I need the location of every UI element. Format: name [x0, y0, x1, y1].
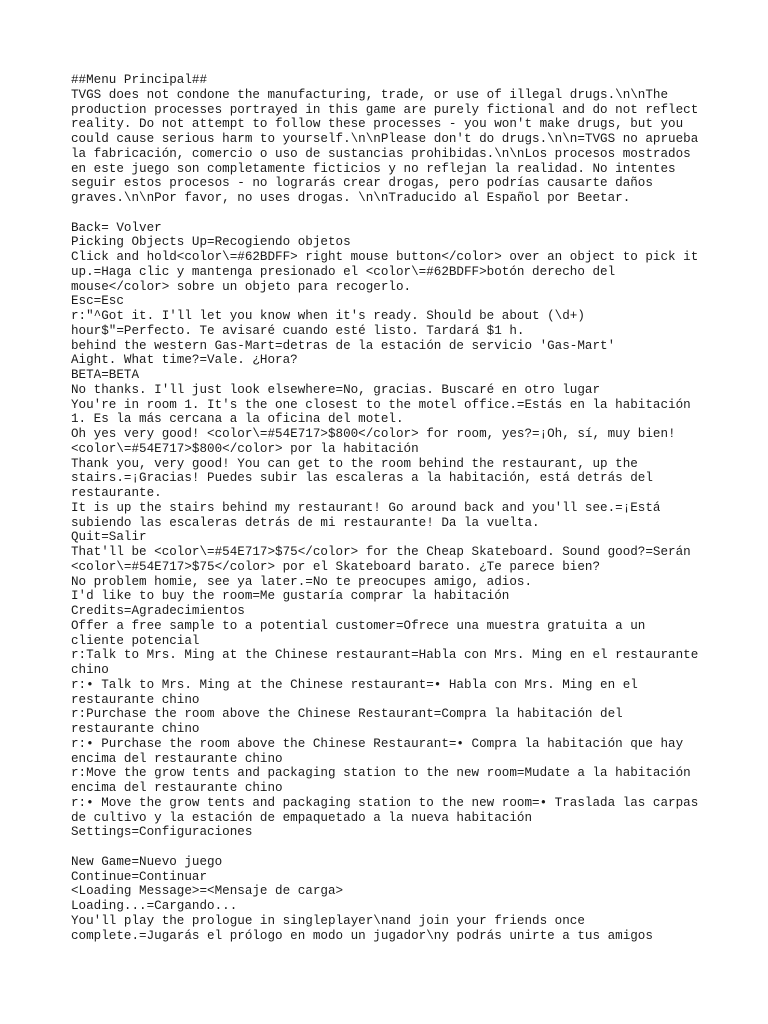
text-line: ##Menu Principal## — [71, 73, 208, 87]
text-line: en este juego son completamente ficticios y no reflejan la realidad. No intentes — [71, 161, 676, 176]
text-line: Esc=Esc — [71, 294, 124, 309]
text-line: encima del restaurante chino — [71, 751, 283, 766]
text-line: Picking Objects Up=Recogiendo objetos — [71, 235, 351, 250]
text-line: reality. Do not attempt to follow these processes - you won't make drugs, but you — [71, 117, 684, 132]
text-line: New Game=Nuevo juego — [71, 854, 223, 869]
text-line: Offer a free sample to a potential customer=Ofrece una muestra gratuita a un — [71, 618, 646, 633]
text-line: r:Purchase the room above the Chinese Restaurant=Compra la habitación del — [71, 707, 623, 722]
text-line: complete.=Jugarás el prólogo en modo un jugador\ny podrás unirte a tus amigos — [71, 928, 653, 943]
document-page — [71, 73, 711, 943]
text-line: No problem homie, see ya later.=No te preocupes amigo, adios. — [71, 574, 533, 589]
text-line: r:• Purchase the room above the Chinese Restaurant=• Compra la habitación que hay — [71, 736, 684, 751]
text-line: r:• Move the grow tents and packaging station to the new room=• Traslada las carpas — [71, 795, 699, 810]
text-line: Back= Volver — [71, 220, 162, 235]
text-line: Oh yes very good! <color\=#54E717>$800</color> for room, yes?=¡Oh, sí, muy bien! — [71, 427, 676, 441]
text-line: graves.\n\nPor favor, no uses drogas. \n\nTraducido al Español por Beetar. — [71, 191, 631, 205]
text-line: r:"^Got it. I'll let you know when it's ready. Should be about (\d+) — [71, 309, 585, 323]
text-line: mouse</color> sobre un objeto para recogerlo. — [71, 279, 412, 294]
text-line: up.=Haga clic y mantenga presionado el <color\=#62BDFF>botón derecho del — [71, 264, 616, 279]
text-line: Credits=Agradecimientos — [71, 604, 245, 618]
blank-line — [71, 206, 711, 221]
text-line: Thank you, very good! You can get to the room behind the restaurant, up the — [71, 456, 638, 471]
text-line: seguir estos procesos - no lograrás crear drogas, pero podrías causarte daños — [71, 176, 653, 191]
text-line: <color\=#54E717>$75</color> por el Skateboard barato. ¿Te parece bien? — [71, 559, 601, 574]
text-line: behind the western Gas-Mart=detras de la estación de servicio 'Gas-Mart' — [71, 338, 616, 353]
text-line: You'll play the prologue in singleplayer\nand join your friends once — [71, 913, 585, 928]
text-line: 1. Es la más cercana a la oficina del motel. — [71, 412, 404, 427]
text-line: la fabricación, comercio o uso de sustancias prohibidas.\n\nLos procesos mostrados — [71, 146, 691, 161]
text-line: r:Talk to Mrs. Ming at the Chinese restaurant=Habla con Mrs. Ming en el restaurante — [71, 648, 699, 663]
text-line: That'll be <color\=#54E717>$75</color> for the Cheap Skateboard. Sound good?=Serán — [71, 545, 691, 559]
text-line: You're in room 1. It's the one closest to the motel office.=Estás en la habitación — [71, 397, 691, 412]
blank-line — [71, 840, 711, 855]
text-line: restaurante chino — [71, 722, 200, 736]
text-line: <Loading Message>=<Mensaje de carga> — [71, 884, 344, 899]
text-line: restaurante. — [71, 486, 162, 500]
text-line: Click and hold<color\=#62BDFF> right mouse button</color> over an object to pick it — [71, 250, 699, 264]
text-line: encima del restaurante chino — [71, 781, 283, 795]
text-line: stairs.=¡Gracias! Puedes subir las escaleras a la habitación, está detrás del — [71, 471, 653, 486]
text-line: Aight. What time?=Vale. ¿Hora? — [71, 353, 298, 368]
text-line: It is up the stairs behind my restaurant! Go around back and you'll see.=¡Está — [71, 500, 661, 515]
text-line: could cause serious harm to yourself.\n\nPlease don't do drugs.\n\n=TVGS no aprueba — [71, 132, 699, 146]
text-line: restaurante chino — [71, 692, 200, 707]
text-line: Quit=Salir — [71, 530, 147, 545]
text-line: Settings=Configuraciones — [71, 825, 253, 840]
text-line: Loading...=Cargando... — [71, 899, 238, 913]
text-line: I'd like to buy the room=Me gustaría comprar la habitación — [71, 589, 510, 604]
text-line: TVGS does not condone the manufacturing, trade, or use of illegal drugs.\n\nThe — [71, 87, 669, 102]
text-line: r:Move the grow tents and packaging station to the new room=Mudate a la habitación — [71, 766, 691, 781]
text-line: cliente potencial — [71, 633, 200, 648]
text-line: chino — [71, 663, 109, 677]
text-line: production processes portrayed in this game are purely fictional and do not reflect — [71, 102, 699, 117]
text-line: de cultivo y la estación de empaquetado a la nueva habitación — [71, 810, 533, 825]
text-line: No thanks. I'll just look elsewhere=No, gracias. Buscaré en otro lugar — [71, 382, 601, 397]
text-line: subiendo las escaleras detrás de mi restaurante! Da la vuelta. — [71, 515, 540, 530]
text-line: Continue=Continuar — [71, 869, 208, 884]
text-line: BETA=BETA — [71, 368, 140, 382]
text-line: <color\=#54E717>$800</color> por la habitación — [71, 441, 419, 456]
text-line: r:• Talk to Mrs. Ming at the Chinese restaurant=• Habla con Mrs. Ming en el — [71, 677, 638, 692]
text-line: hour$"=Perfecto. Te avisaré cuando esté listo. Tardará $1 h. — [71, 323, 525, 338]
